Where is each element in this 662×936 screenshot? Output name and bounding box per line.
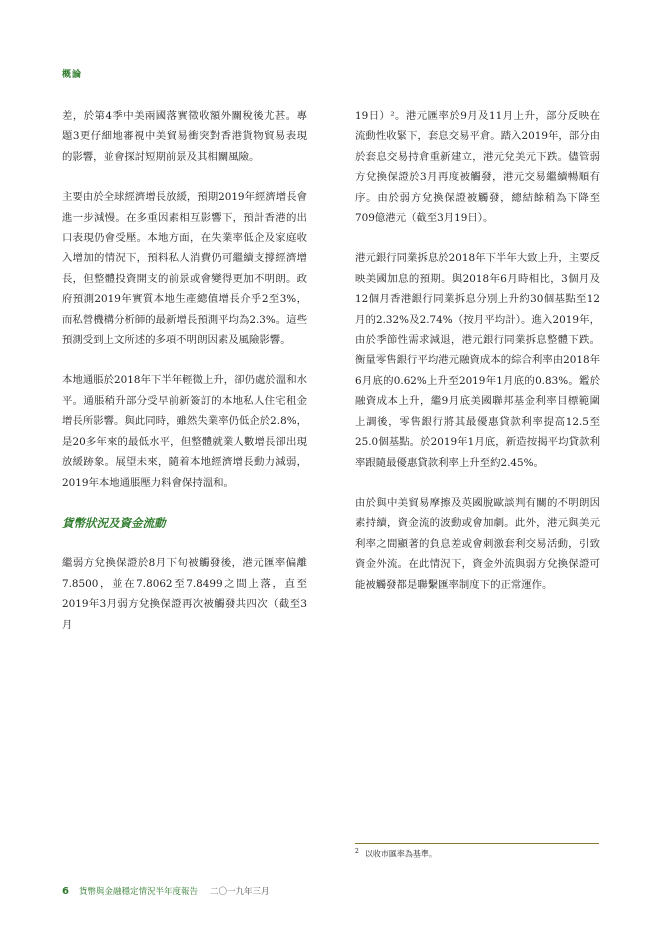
section-heading: 貨幣狀況及資金流動 — [62, 515, 166, 530]
paragraph: 本地通脹於2018年下半年輕微上升，卻仍處於溫和水平。通脹稍升部分受早前新簽訂的本地私人住宅租金增長所影響。與此同時，雖然失業率仍低企於2.8%，是20多年來的最低水平，但整體就業人數增長卻出現放緩跡象。展望未來，隨着本地經濟增長動力減弱，2019年本地通脹壓力料會保持溫和。 — [62, 374, 307, 489]
paragraph: 繼弱方兌換保證於8月下旬被觸發後，港元匯率偏離7.8500，並在7.8062至7.8499之間上落，直至2019年3月弱方兌換保證再次被觸發共四次（截至3月 — [62, 557, 307, 631]
report-date: 二〇一九年三月 — [209, 887, 270, 897]
paragraph: 主要由於全球經濟增長放緩，預期2019年經濟增長會進一步減慢。在多重因素相互影響下，預計香港的出口表現仍會受壓。本地方面，在失業率低企及家庭收入增加的情況下，預料私人消費仍可繼續支撐經濟增長，但整體投資開支的前景或會變得更加不明朗。政府預測2019年實質本地生產總值增長介乎2至3%，而私營機構分析師的最新增長預測平均為2.3%。這些預測受到上文所述的多項不明朗因素及風險影響。 — [62, 191, 307, 347]
page-number: 6 — [62, 886, 69, 897]
footnote-text: 以收市匯率為基準。 — [364, 849, 437, 859]
footnote-rule — [355, 843, 599, 844]
paragraph: 19日）²。港元匯率於9月及11月上升，部分反映在流動性收緊下，套息交易平倉。踏入2019年，部分由於套息交易持倉重新建立，港元兌美元下跌。儘管弱方兌換保證於3月再度被觸發，港元交易繼續暢順有序。由於弱方兌換保證被觸發，總結餘稍為下降至709億港元（截至3月19日）。 — [355, 110, 600, 225]
page-footer — [62, 885, 270, 897]
section-tag: 概論 — [62, 70, 83, 80]
report-title: 貨幣與金融穩定情況半年度報告 — [78, 887, 198, 897]
right-column — [355, 106, 600, 615]
footnote-marker: 2 — [355, 848, 359, 855]
footnote — [355, 848, 437, 860]
left-column — [62, 106, 307, 655]
paragraph: 差，於第4季中美兩國落實徵收額外關稅後尤甚。專題3更仔細地審視中美貿易衝突對香港貨物貿易表現的影響，並會探討短期前景及其相關風險。 — [62, 110, 307, 163]
paragraph: 港元銀行同業拆息於2018年下半年大致上升，主要反映美國加息的預期。與2018年6月時相比，3個月及12個月香港銀行同業拆息分別上升約30個基點至12月的2.32%及2.74%（按月平均計）。進入2019年，由於季節性需求減退，港元銀行同業拆息整體下跌。衡量零售銀行平均港元融資成本的綜合利率由2018年6月底的0.62%上升至2019年1月底的0.83%。鑑於融資成本上升，繼9月底美國聯邦基金利率目標範圍上調後，零售銀行將其最優惠貸款利率提高12.5至25.0個基點。於2019年1月底，新造按揭平均貸款利率跟隨最優惠貸款利率上升至約2.45%。 — [355, 252, 600, 469]
paragraph: 由於與中美貿易摩擦及英國脫歐談判有關的不明朗因素持續，資金流的波動或會加劇。此外，港元與美元利率之間顯著的負息差或會刺激套利交易活動，引致資金外流。在此情況下，資金外流與弱方兌換保證可能被觸發都是聯繫匯率制度下的正常運作。 — [355, 496, 600, 591]
